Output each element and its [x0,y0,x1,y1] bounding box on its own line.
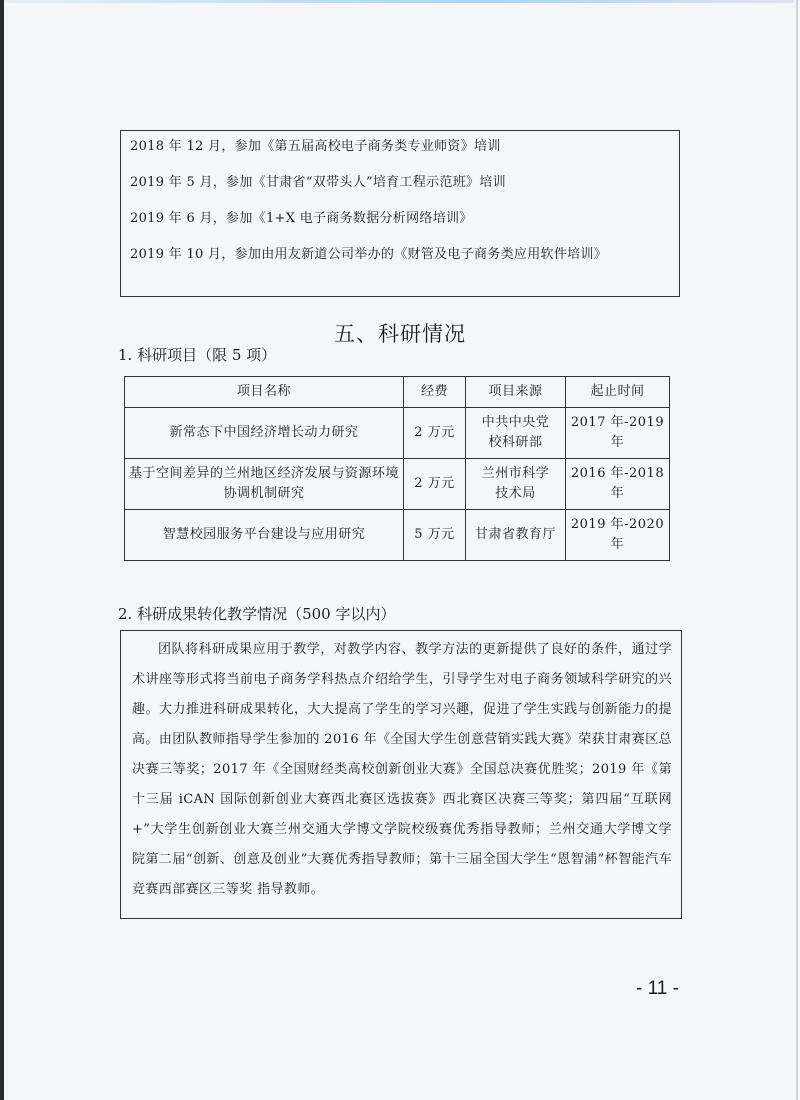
page-number: - 11 - [636,978,679,999]
scan-edge-left [0,0,4,1100]
table-row [125,459,670,510]
section-title: 五、科研情况 [334,322,466,346]
project-name: 基于空间差异的兰州地区经济发展与资源环境协调机制研究 [125,459,404,510]
projects-heading: 1. 科研项目（限 5 项） [118,346,277,364]
project-funding: 2 万元 [404,408,466,459]
column-header-source: 项目来源 [466,377,566,408]
achievements-text: 团队将科研成果应用于教学，对教学内容、教学方法的更新提供了良好的条件，通过学术讲座等形式将当前电子商务学科热点介绍给学生，引导学生对电子商务领域科学研究的兴趣。大力推进科研成果转化，大大提高了学生的学习兴趣，促进了学生实践与创新能力的提高。由团队教师指导学生参加的 2016 年《全国大学生创意营销实践大赛》荣获甘肃赛区总决赛三等奖；2017 年《全国财经类高校创新创业大赛》全国总决赛优胜奖；2019 年《第十三届 iCAN 国际创新创业大赛西北赛区选拔赛》西北赛区决赛三等奖；第四届“互联网+”大学生创新创业大赛兰州交通大学博文学院校级赛优秀指导教师；兰州交通大学博文学院第二届“创新、创意及创业”大赛优秀指导教师；第十三届全国大学生“恩智浦”杯智能汽车竞赛西部赛区三等奖 指导教师。 [132,642,672,897]
achievements-heading: 2. 科研成果转化教学情况（500 字以内） [118,605,396,623]
training-line: 2019 年 10 月，参加由用友新道公司举办的《财管及电子商务类应用软件培训》 [130,247,608,262]
project-source: 兰州市科学技术局 [466,459,566,510]
training-line: 2018 年 12 月，参加《第五届高校电子商务类专业师资》培训 [130,139,501,154]
training-line: 2019 年 6 月，参加《1+X 电子商务数据分析网络培训》 [130,211,473,226]
project-source: 甘肃省教育厅 [466,510,566,561]
table-header-row [125,377,670,408]
scan-edge-right [796,0,798,1100]
project-name: 新常态下中国经济增长动力研究 [125,408,404,459]
scan-top-strip [4,0,794,3]
column-header-period: 起止时间 [566,377,670,408]
table-row [125,510,670,561]
project-name: 智慧校园服务平台建设与应用研究 [125,510,404,561]
column-header-name: 项目名称 [125,377,404,408]
column-header-funding: 经费 [404,377,466,408]
project-funding: 5 万元 [404,510,466,561]
project-funding: 2 万元 [404,459,466,510]
project-period: 2017 年-2019 年 [566,408,670,459]
project-period: 2019 年-2020 年 [566,510,670,561]
table-row [125,408,670,459]
projects-table [124,376,670,561]
project-period: 2016 年-2018 年 [566,459,670,510]
training-line: 2019 年 5 月，参加《甘肃省“双带头人”培育工程示范班》培训 [130,175,506,190]
project-source: 中共中央党校科研部 [466,408,566,459]
training-box [120,130,680,297]
achievements-box [120,630,682,919]
